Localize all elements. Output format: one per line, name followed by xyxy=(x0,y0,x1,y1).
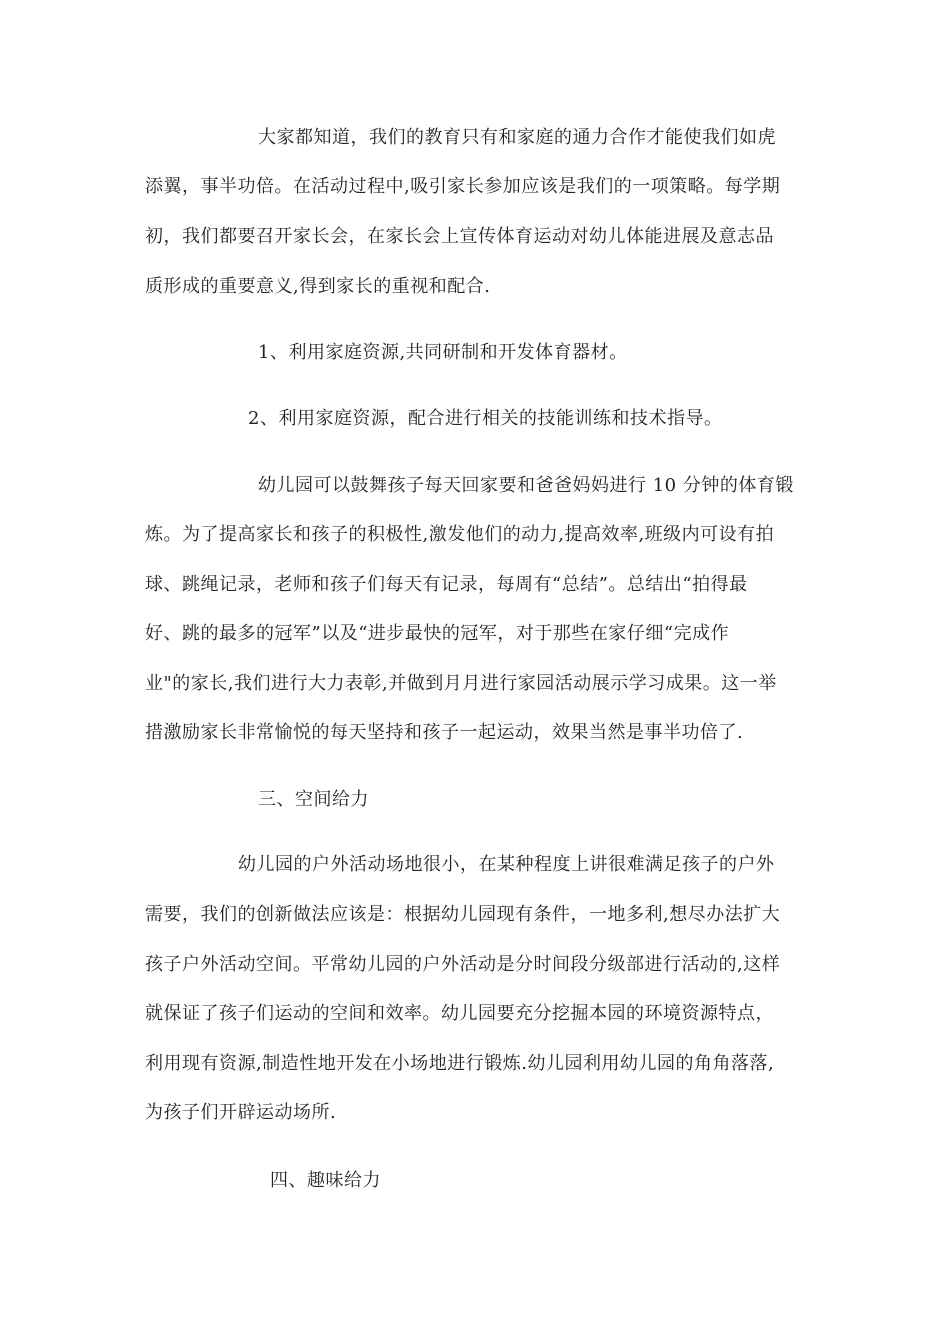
paragraph-3-line-6: 为孩子们开辟运动场所. xyxy=(145,1102,337,1123)
paragraph-3-line-5: 利用现有资源,制造性地开发在小场地进行锻炼.幼儿园利用幼儿园的角角落落, xyxy=(145,1053,775,1074)
paragraph-1-line-4: 质形成的重要意义,得到家长的重视和配合. xyxy=(145,276,491,297)
paragraph-2-line-2: 炼。为了提高家长和孩子的积极性,激发他们的动力,提高效率,班级内可设有拍 xyxy=(145,524,775,545)
paragraph-1-line-2: 添翼，事半功倍。在活动过程中,吸引家长参加应该是我们的一项策略。每学期 xyxy=(145,176,781,197)
section-heading-3: 三、空间给力 xyxy=(258,789,369,810)
paragraph-3-line-4: 就保证了孩子们运动的空间和效率。幼儿园要充分挖掘本园的环境资源特点， xyxy=(145,1003,774,1024)
paragraph-3-line-1: 幼儿园的户外活动场地很小，在某种程度上讲很难满足孩子的户外 xyxy=(238,854,775,875)
paragraph-2-line-5: 业"的家长,我们进行大力表彰,并做到月月进行家园活动展示学习成果。这一举 xyxy=(145,673,777,694)
section-heading-4: 四、趣味给力 xyxy=(270,1170,381,1191)
paragraph-1-line-3: 初，我们都要召开家长会，在家长会上宣传体育运动对幼儿体能进展及意志品 xyxy=(145,226,774,247)
list-item-2: 2、利用家庭资源，配合进行相关的技能训练和技术指导。 xyxy=(248,408,723,429)
paragraph-2-line-3: 球、跳绳记录，老师和孩子们每天有记录，每周有“总结”。总结出“拍得最 xyxy=(145,574,748,595)
paragraph-1-line-1: 大家都知道，我们的教育只有和家庭的通力合作才能使我们如虎 xyxy=(258,127,776,148)
paragraph-2-line-1: 幼儿园可以鼓舞孩子每天回家要和爸爸妈妈进行 10 分钟的体育锻 xyxy=(258,475,794,496)
paragraph-3-line-2: 需要，我们的创新做法应该是：根据幼儿园现有条件，一地多利,想尽办法扩大 xyxy=(145,904,781,925)
paragraph-2-line-6: 措激励家长非常愉悦的每天坚持和孩子一起运动，效果当然是事半功倍了. xyxy=(145,722,744,743)
paragraph-2-line-4: 好、跳的最多的冠军”以及“进步最快的冠军，对于那些在家仔细“完成作 xyxy=(145,623,730,644)
list-item-1: 1、利用家庭资源,共同研制和开发体育器材。 xyxy=(258,342,628,363)
paragraph-3-line-3: 孩子户外活动空间。平常幼儿园的户外活动是分时间段分级部进行活动的,这样 xyxy=(145,954,781,975)
